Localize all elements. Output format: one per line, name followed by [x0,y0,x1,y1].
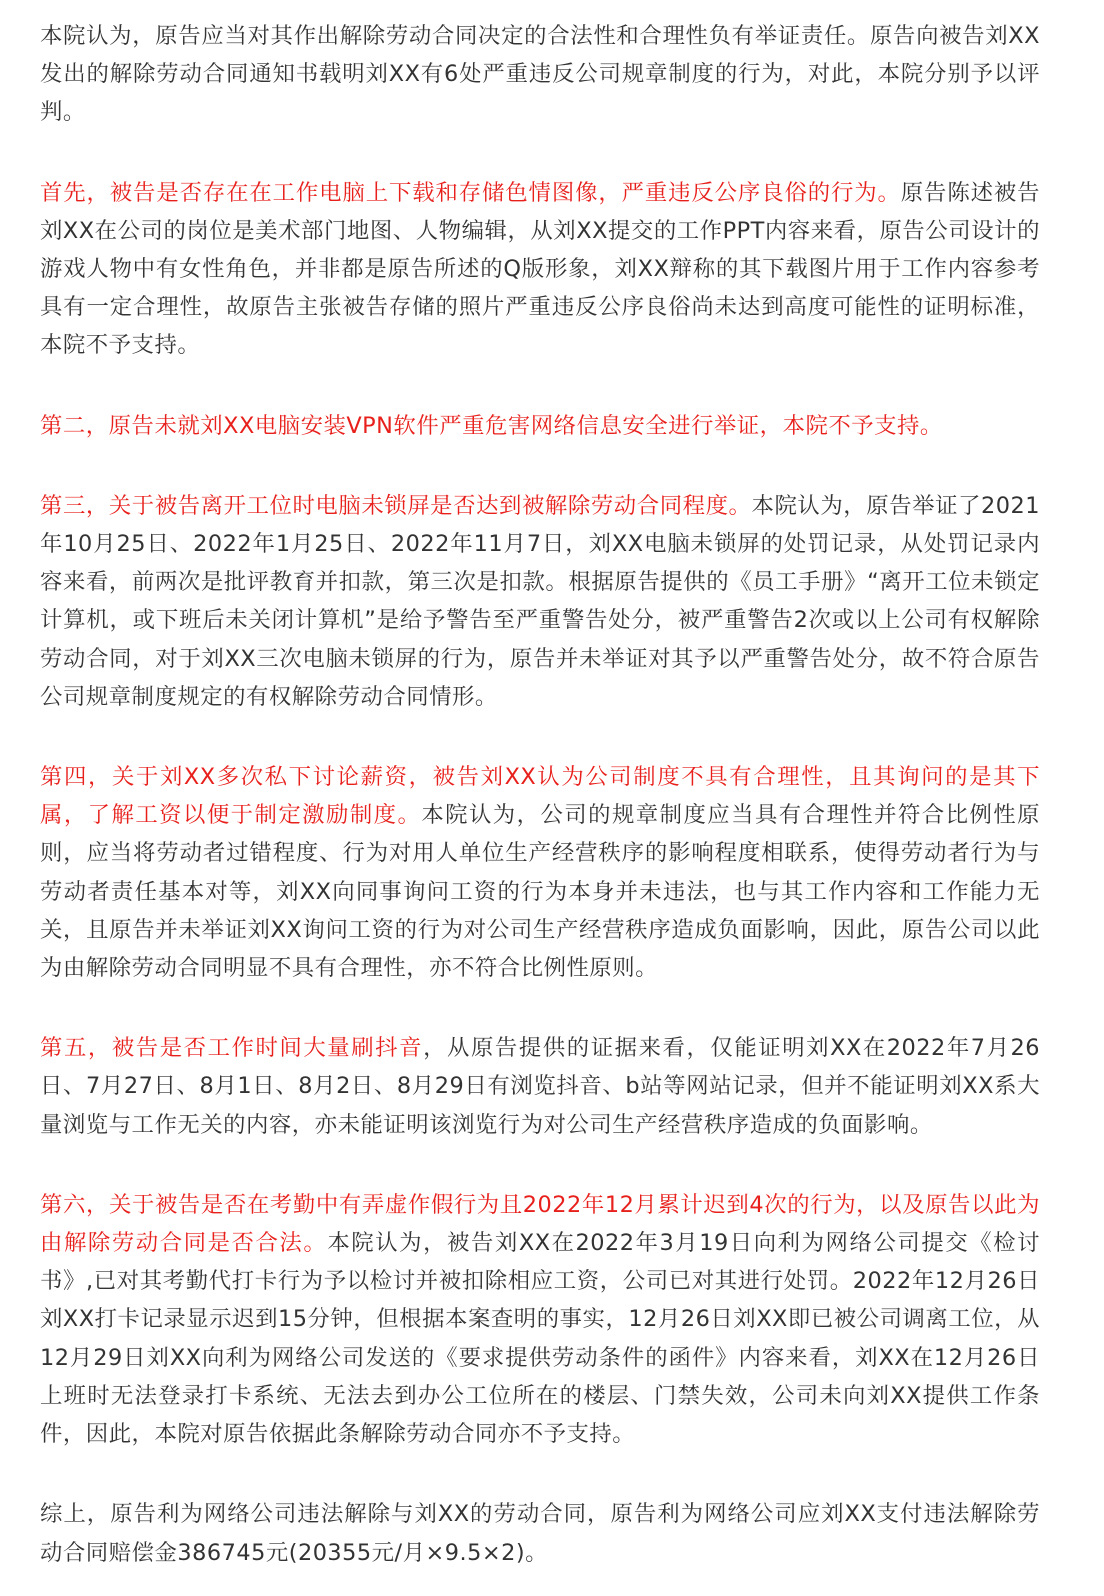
paragraph-conclusion-text: 综上，原告利为网络公司违法解除与刘XX的劳动合同，原告利为网络公司应刘XX支付违法解除劳动合同赔偿金386745元(20355元/月×9.5×2)。 [40,1501,1040,1566]
point-4-text: 本院认为，公司的规章制度应当具有合理性并符合比例性原则，应当将劳动者过错程度、行为对用人单位生产经营秩序的影响程度相联系，使得劳动者行为与劳动者责任基本对等，刘XX向同事询问工资的行为本身并未违法，也与其工作内容和工作能力无关，且原告并未举证刘XX询问工资的行为对公司生产经营秩序造成负面影响，因此，原告公司以此为由解除劳动合同明显不具有合理性，亦不符合比例性原则。 [40,802,1041,982]
paragraph-point-1 [40,174,1040,365]
point-2-heading: 第二，原告未就刘XX电脑安装VPN软件严重危害网络信息安全进行举证，本院不予支持。 [40,412,943,439]
point-6-text: 本院认为，被告刘XX在2022年3月19日向利为网络公司提交《检讨书》,已对其考勤代打卡行为予以检讨并被扣除相应工资，公司已对其进行处罚。2022年12月26日刘XX打卡记录显示迟到15分钟，但根据本案查明的事实，12月26日刘XX即已被公司调离工位，从12月29日刘XX向利为网络公司发送的《要求提供劳动条件的函件》内容来看，刘XX在12月26日上班时无法登录打卡系统、无法去到办公工位所在的楼层、门禁失效，公司未向刘XX提供工作条件，因此，本院对原告依据此条解除劳动合同亦不予支持。 [40,1230,1040,1448]
paragraph-point-3 [40,487,1040,716]
paragraph-point-5 [40,1029,1040,1144]
paragraph-point-6 [40,1186,1040,1453]
paragraph-conclusion [40,1495,1040,1571]
point-3-text: 本院认为，原告举证了2021年10月25日、2022年1月25日、2022年11月7日，刘XX电脑未锁屏的处罚记录，从处罚记录内容来看，前两次是批评教育并扣款，第三次是扣款。根据原告提供的《员工手册》“离开工位未锁定计算机，或下班后未关闭计算机”是给予警告至严重警告处分，被严重警告2次或以上公司有权解除劳动合同，对于刘XX三次电脑未锁屏的行为，原告并未举证对其予以严重警告处分，故不符合原告公司规章制度规定的有权解除劳动合同情形。 [40,492,1040,710]
point-4-heading: 第四，关于刘XX多次私下讨论薪资，被告刘XX认为公司制度不具有合理性，且其询问的是其下属，了解工资以便于制定激励制度。 [40,764,1040,829]
point-5-text: ，从原告提供的证据来看，仅能证明刘XX在2022年7月26日、7月27日、8月1日、8月2日、8月29日有浏览抖音、b站等网站记录，但并不能证明刘XX系大量浏览与工作无关的内容，亦未能证明该浏览行为对公司生产经营秩序造成的负面影响。 [40,1035,1041,1138]
point-3-heading: 第三，关于被告离开工位时电脑未锁屏是否达到被解除劳动合同程度。 [40,492,752,519]
paragraph-intro-text: 本院认为，原告应当对其作出解除劳动合同决定的合法性和合理性负有举证责任。原告向被告刘XX发出的解除劳动合同通知书载明刘XX有6处严重违反公司规章制度的行为，对此，本院分别予以评判。 [40,23,1040,126]
paragraph-point-4 [40,758,1040,987]
point-1-heading: 首先，被告是否存在在工作电脑上下载和存储色情图像，严重违反公序良俗的行为。 [40,179,901,206]
point-6-heading: 第六，关于被告是否在考勤中有弄虚作假行为且2022年12月累计迟到4次的行为，以及原告以此为由解除劳动合同是否合法。 [40,1191,1040,1257]
paragraph-point-2 [40,407,1040,445]
point-1-text: 原告陈述被告刘XX在公司的岗位是美术部门地图、人物编辑，从刘XX提交的工作PPT内容来看，原告公司设计的游戏人物中有女性角色，并非都是原告所述的Q版形象，刘XX辩称的其下载图片用于工作内容参考具有一定合理性，故原告主张被告存储的照片严重违反公序良俗尚未达到高度可能性的证明标准，本院不予支持。 [40,179,1041,359]
point-5-heading: 第五，被告是否工作时间大量刷抖音 [40,1035,424,1062]
paragraph-intro [40,17,1040,132]
